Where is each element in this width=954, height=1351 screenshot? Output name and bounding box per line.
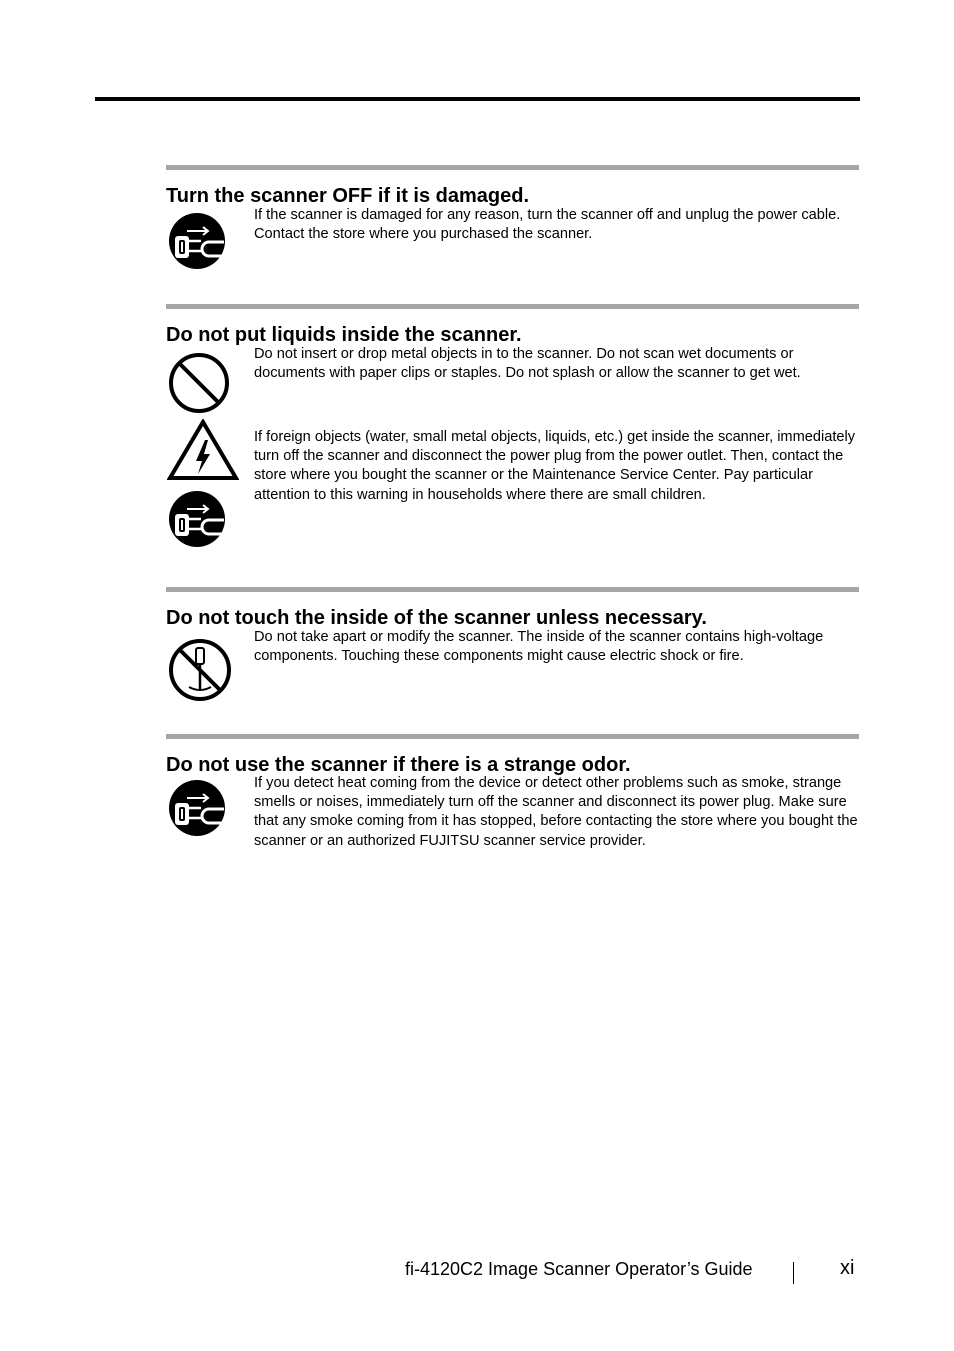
- section-strange-odor: [166, 734, 859, 887]
- warning-item: [166, 347, 859, 427]
- page-number: xi: [840, 1257, 855, 1279]
- section-title: Turn the scanner OFF if it is damaged.: [166, 185, 530, 207]
- section-title: Do not put liquids inside the scanner.: [166, 324, 522, 346]
- section-damaged: [166, 165, 859, 288]
- section-divider: [166, 734, 859, 739]
- no-disassembly-icon: [167, 637, 233, 703]
- warning-text: Do not insert or drop metal objects in to the scanner. Do not scan wet documents or documents with paper clips or staples. Do not splash or allow the scanner to get wet.: [254, 346, 801, 382]
- unplug-icon: [167, 211, 227, 271]
- warning-text: If the scanner is damaged for any reason, turn the scanner off and unplug the power cable. Contact the store where you purchased the scanner.: [254, 207, 841, 243]
- warning-text: If foreign objects (water, small metal objects, liquids, etc.) get inside the scanner, immediately turn off the scanner and disconnect the power plug from the power outlet. Then, contact the store where you bought the scanner or the Maintenance Service Center. Pay particular attention to this warning in households where there are small children.: [254, 429, 856, 503]
- section-title: Do not touch the inside of the scanner unless necessary.: [166, 607, 707, 629]
- section-divider: [166, 165, 859, 170]
- section-divider: [166, 304, 859, 309]
- unplug-icon: [167, 489, 227, 549]
- unplug-icon: [167, 778, 227, 838]
- footer-divider: [793, 1262, 794, 1284]
- warning-item: [166, 777, 859, 887]
- electric-shock-warning-icon: [167, 419, 239, 481]
- section-title: Do not use the scanner if there is a strange odor.: [166, 754, 631, 776]
- warning-text: If you detect heat coming from the device or detect other problems such as smoke, strange smells or noises, immediately turn off the scanner and disconnect its power plug. Make sure that any smoke coming from it has stopped, before contacting the store where you bought the scanner or an authorized FUJITSU scanner service provider.: [254, 775, 858, 849]
- warning-item: [166, 630, 859, 720]
- header-rule: [95, 97, 860, 101]
- prohibition-icon: [167, 351, 231, 415]
- warning-item: [166, 208, 859, 288]
- warning-item: [166, 427, 859, 567]
- section-liquids: [166, 304, 859, 567]
- warning-text: Do not take apart or modify the scanner. The inside of the scanner contains high-voltage components. Touching these components might cause electric shock or fire.: [254, 629, 824, 665]
- section-divider: [166, 587, 859, 592]
- footer-guide-title: fi-4120C2 Image Scanner Operator’s Guide: [405, 1259, 753, 1279]
- section-touch-inside: [166, 587, 859, 720]
